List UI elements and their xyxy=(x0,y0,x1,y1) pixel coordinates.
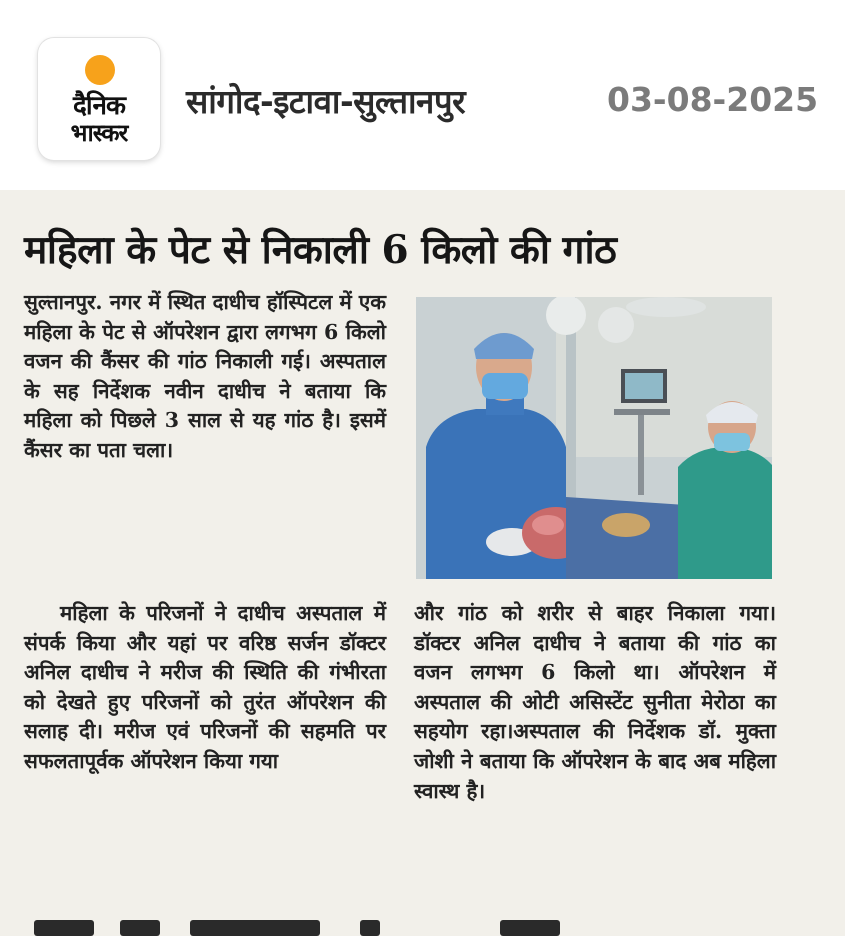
article-headline: महिला के पेट से निकाली 6 किलो की गांठ xyxy=(24,227,617,273)
paragraph-3: और गांठ को शरीर से बाहर निकाला गया। डॉक्टर अनिल दाधीच ने बताया की गांठ का वजन लगभग 6 किलो था। ऑपरेशन में अस्पताल की ओटी असिस्टेंट सुनीता मेरोठा का सहयोग रहा।अस्पताल की निर्देशक डॉ. मुक्ता जोशी ने बताया कि ऑपरेशन के बाद अब महिला स्वास्थ है। xyxy=(414,601,776,803)
sun-icon xyxy=(85,55,115,85)
dainik-bhaskar-logo[interactable] xyxy=(38,38,160,160)
surgery-photo xyxy=(416,297,772,579)
logo-text-line1: दैनिक xyxy=(73,91,125,121)
logo-text-line2: भास्कर xyxy=(70,119,128,147)
article-column-1-top xyxy=(24,288,386,466)
header xyxy=(0,0,845,185)
newspaper-clipping xyxy=(0,190,845,936)
edition-name: सांगोद-इटावा-सुल्तानपुर xyxy=(186,82,466,121)
paragraph-2: महिला के परिजनों ने दाधीच अस्पताल में संपर्क किया और यहां पर वरिष्ठ सर्जन डॉक्टर अनिल दाधीच ने मरीज की स्थिति की गंभीरता को देखते हुए परिजनों को तुरंत ऑपरेशन की सलाह दी। मरीज एवं परिजनों की सहमति पर सफलतापूर्वक ऑपरेशन किया गया xyxy=(24,601,386,773)
article-column-1-bottom xyxy=(24,599,386,777)
surgery-photo-illustration xyxy=(416,297,772,579)
publication-date: 03-08-2025 xyxy=(607,80,819,119)
paragraph-1: सुल्तानपुर. नगर में स्थित दाधीच हॉस्पिटल में एक महिला के पेट से ऑपरेशन द्वारा लगभग 6 किलो वजन की कैंसर की गांठ निकाली गई। अस्पताल के सह निर्देशक नवीन दाधीच ने बताया कि महिला को पिछले 3 साल से यह गांठ है। इसमें कैंसर का पता चला। xyxy=(24,290,386,462)
article-column-2 xyxy=(414,599,776,806)
next-article-edge xyxy=(0,910,845,936)
